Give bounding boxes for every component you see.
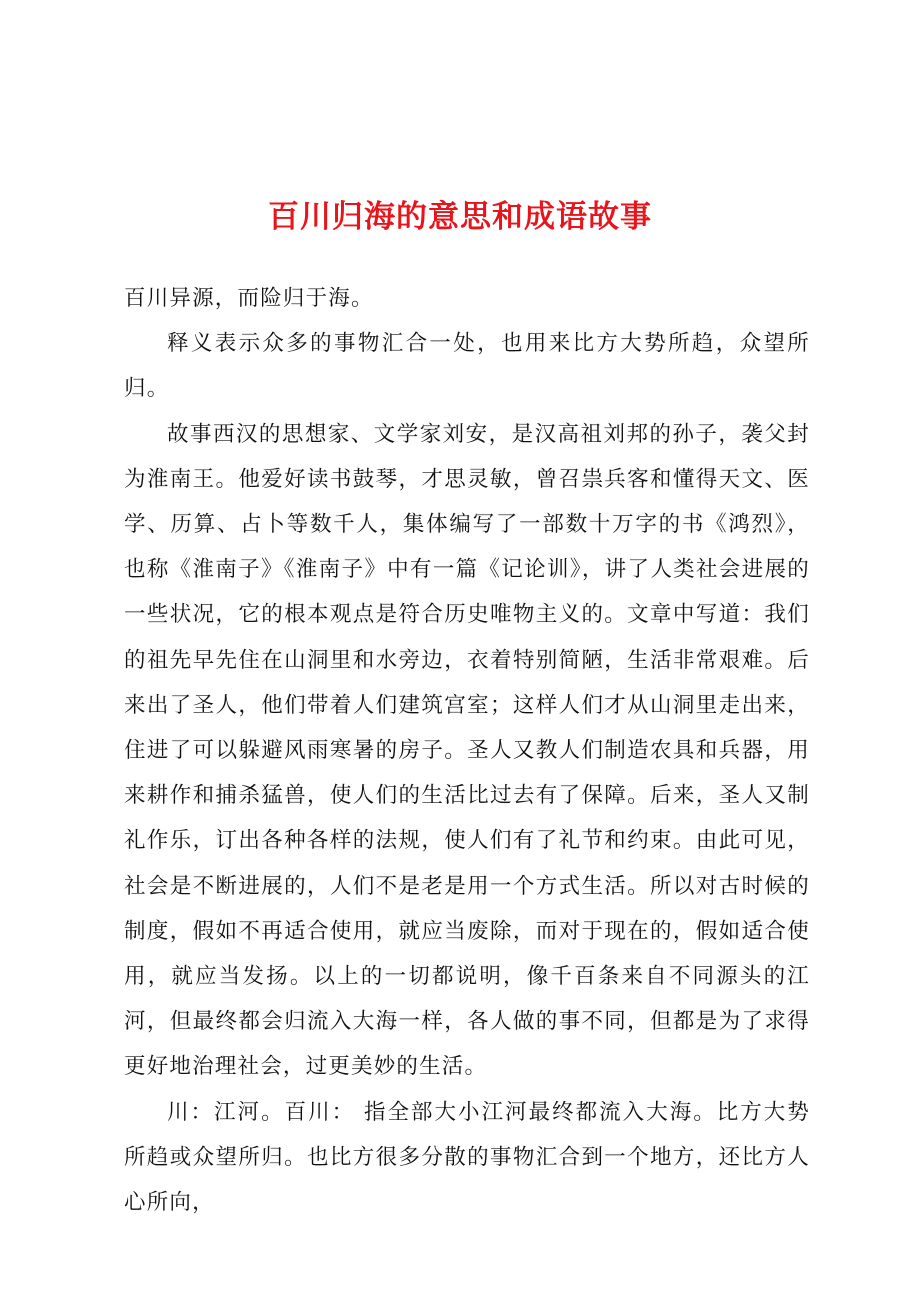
paragraph-story: 故事西汉的思想家、文学家刘安，是汉高祖刘邦的孙子，袭父封为淮南王。他爱好读书鼓琴，才思灵敏，曾召祟兵客和懂得天文、医学、历算、占卜等数千人，集体编写了一部数十万字的书《鸿烈》，也称《淮南子》《淮南子》中有一篇《记论训》，讲了人类社会进展的一些状况，它的根本观点是符合历史唯物主义的。文章中写道：我们的祖先早先住在山洞里和水旁边，衣着特别简陋，生活非常艰难。后来出了圣人，他们带着人们建筑宫室；这样人们才从山洞里走出来，住进了可以躲避风雨寒暑的房子。圣人又教人们制造农具和兵器，用来耕作和捕杀猛兽，使人们的生活比过去有了保障。后来，圣人又制礼作乐，订出各种各样的法规，使人们有了礼节和约束。由此可见，社会是不断进展的，人们不是老是用一个方式生活。所以对古时候的制度，假如不再适合使用，就应当废除，而对于现在的，假如适合使用，就应当发扬。以上的一切都说明，像千百条来自不同源头的江河，但最终都会归流入大海一样，各人做的事不同，但都是为了求得更好地治理社会，过更美妙的生活。 — [124, 421, 810, 1080]
paragraph-quote: 百川异源，而险归于海。 — [124, 286, 374, 311]
document-body — [124, 276, 810, 1225]
page-title: 百川归海的意思和成语故事 — [268, 199, 652, 235]
paragraph-definition: 释义表示众多的事物汇合一处，也用来比方大势所趋，众望所归。 — [124, 331, 810, 402]
paragraph-explanation: 川：江河。百川： 指全部大小江河最终都流入大海。比方大势所趋或众望所归。也比方很多分散的事物汇合到一个地方，还比方人心所向， — [124, 1099, 810, 1216]
